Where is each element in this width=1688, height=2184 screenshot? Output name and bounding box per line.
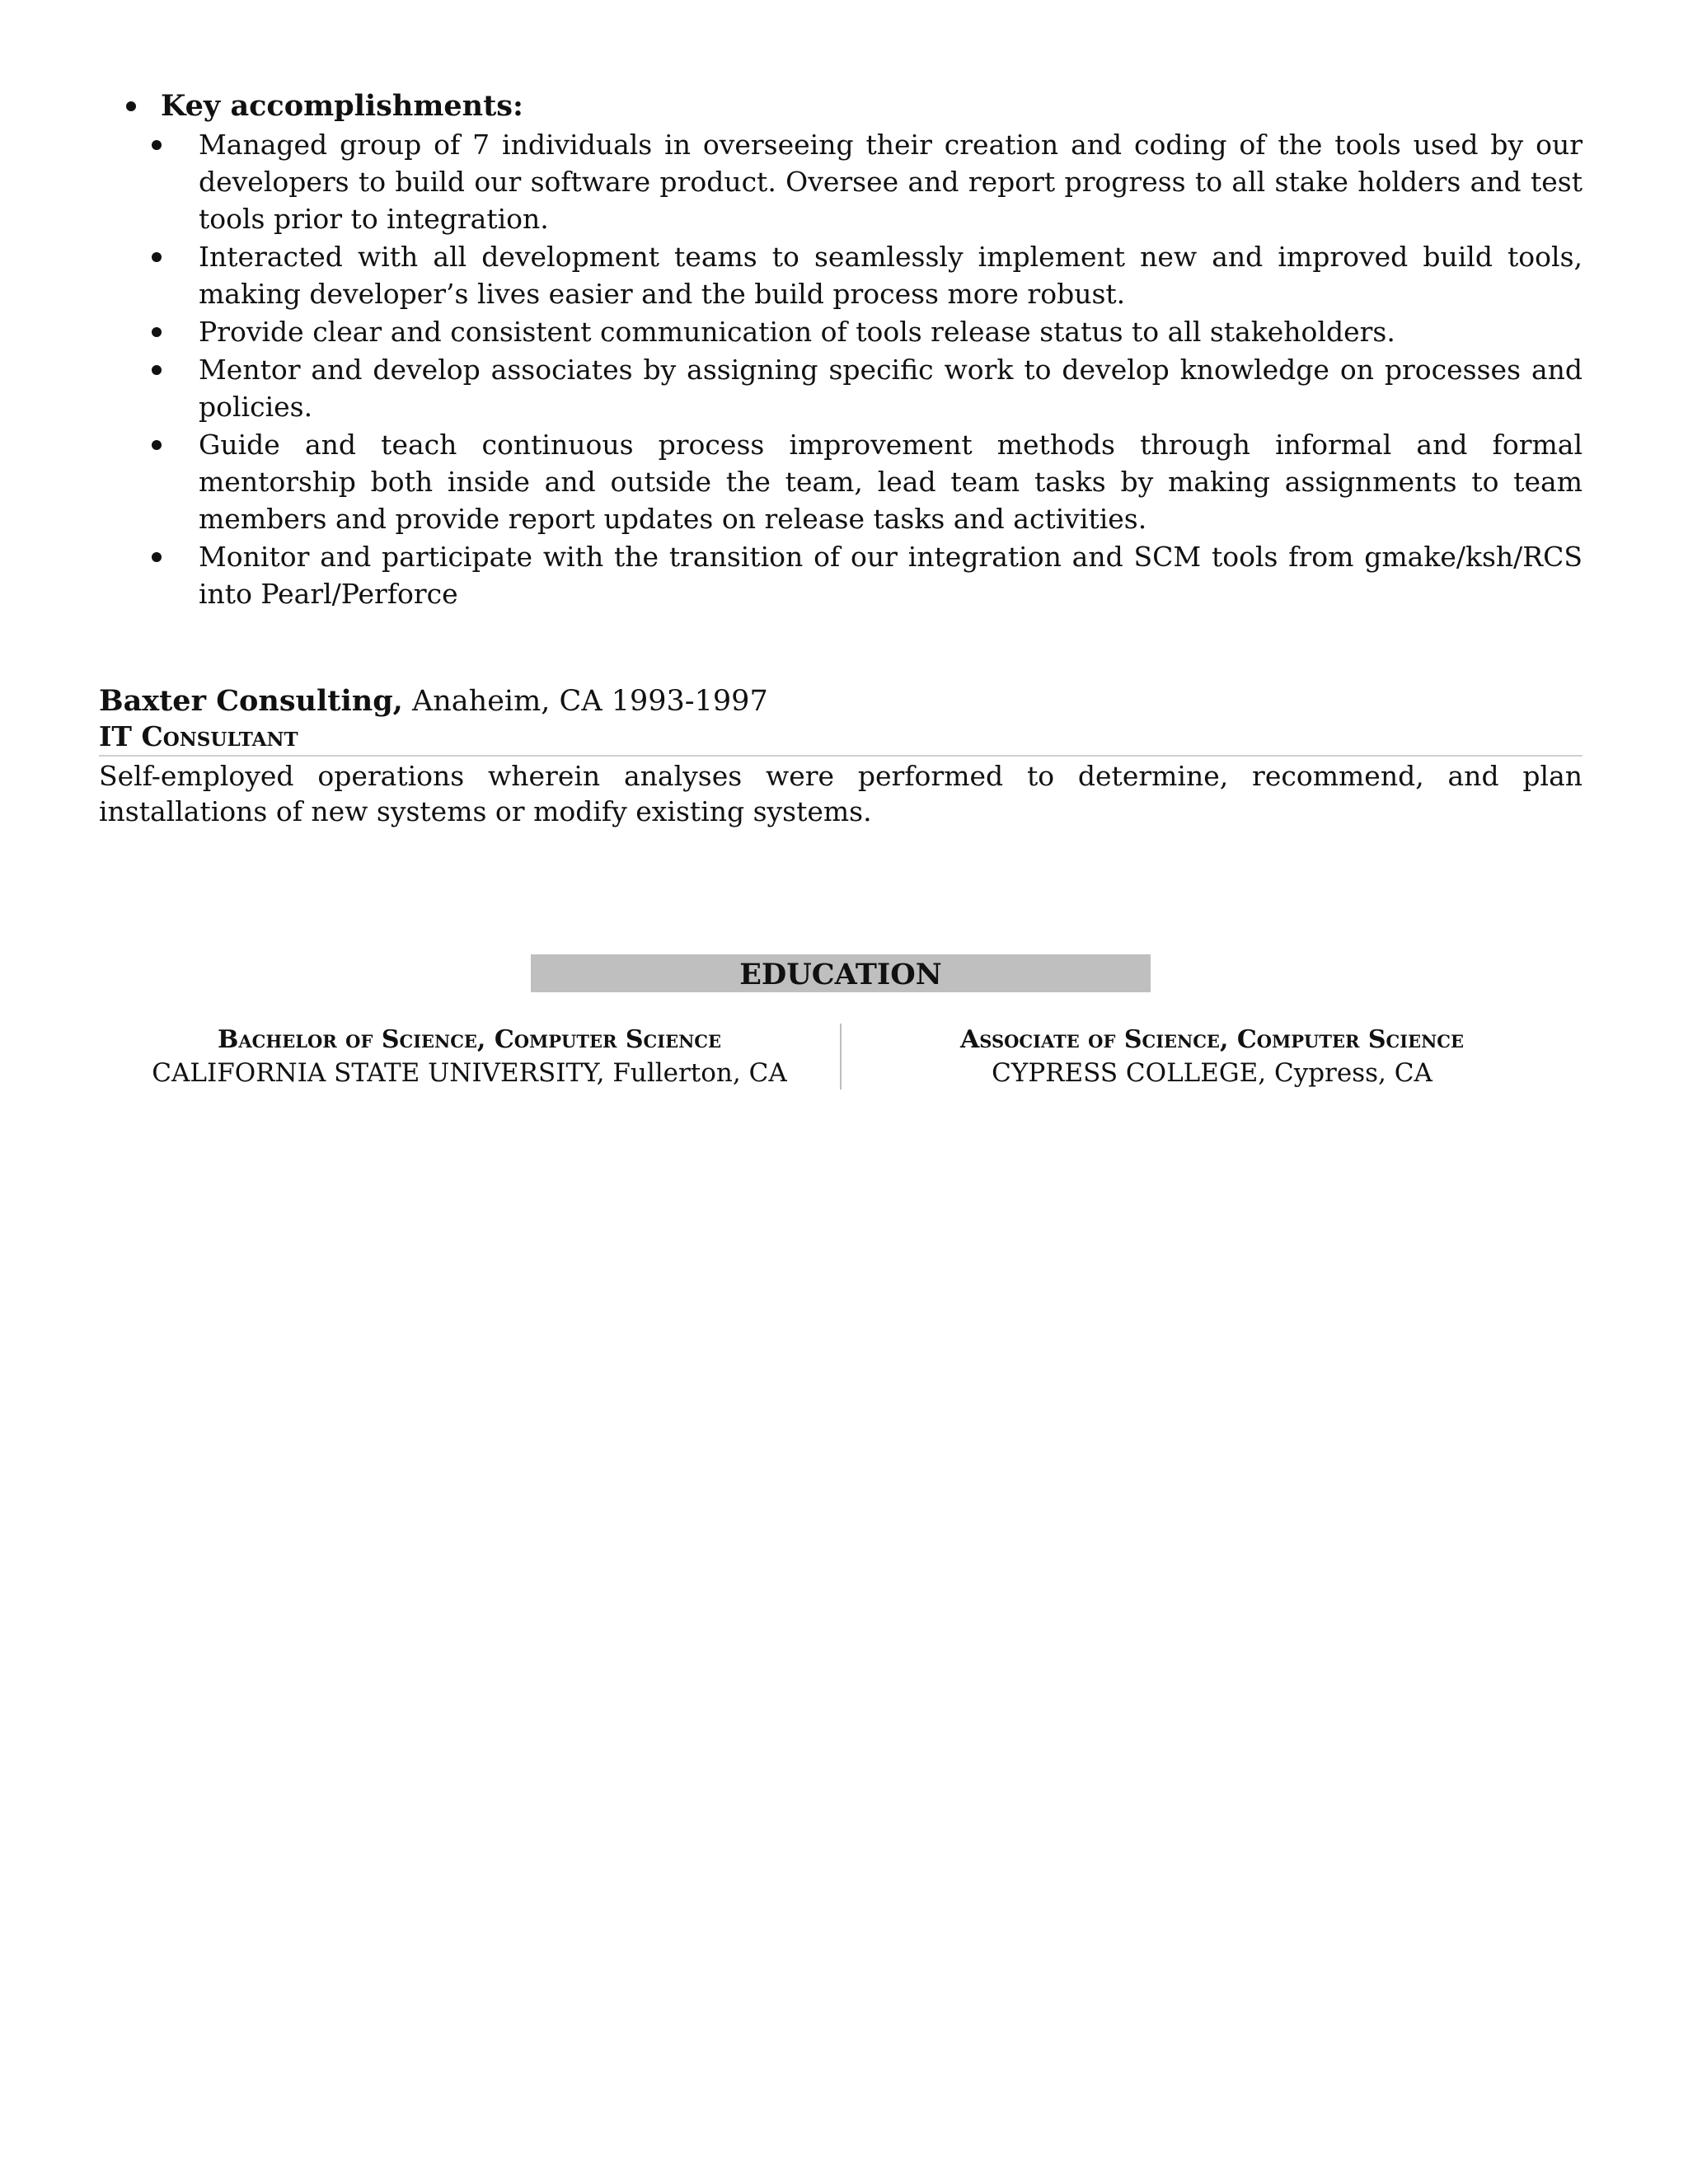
job-title: IT Consultant — [99, 720, 298, 752]
school-name: CYPRESS COLLEGE, Cypress, CA — [992, 1058, 1432, 1088]
bullet-icon — [152, 440, 162, 450]
list-item-text: Mentor and develop associates by assigning specific work to develop knowledge on processes and policies. — [199, 354, 1582, 423]
list-item — [99, 313, 1582, 350]
job-header — [99, 682, 1582, 720]
education-heading: EDUCATION — [531, 954, 1151, 992]
school-name: CALIFORNIA STATE UNIVERSITY, Fullerton, CA — [152, 1058, 787, 1088]
key-accomplishments-heading — [161, 87, 1582, 126]
list-item-text: Provide clear and consistent communication of tools release status to all stakeholders. — [199, 316, 1395, 348]
list-item-text: Guide and teach continuous process improvement methods through informal and formal mentorship both inside and outside the team, lead team tasks by making assignments to team members and provide report updates on release tasks and activities. — [199, 429, 1582, 535]
degree-title: Bachelor of Science, Computer Science — [218, 1025, 721, 1054]
bullet-icon — [152, 140, 162, 150]
list-item-text: Monitor and participate with the transition of our integration and SCM tools from gmake/ksh/RCS into Pearl/Perforce — [199, 541, 1582, 610]
list-item-text: Managed group of 7 individuals in overseeing their creation and coding of the tools used by our developers to build our software product. Oversee and report progress to all stake holders and test tools prior to integration. — [199, 129, 1582, 235]
list-item — [99, 126, 1582, 237]
resume-page — [99, 87, 1582, 1090]
bullet-icon — [152, 327, 162, 337]
education-entry — [842, 1024, 1582, 1090]
list-item — [99, 351, 1582, 425]
list-item — [99, 238, 1582, 312]
company-name: Baxter Consulting, — [99, 684, 403, 718]
list-item — [99, 538, 1582, 612]
list-item-text: Interacted with all development teams to seamlessly implement new and improved build tools, making developer’s lives easier and the build process more robust. — [199, 241, 1582, 310]
job-description: Self-employed operations wherein analyses were performed to determine, recommend, and plan installations of new systems or modify existing systems. — [99, 760, 1582, 827]
bullet-icon — [152, 252, 162, 262]
bullet-icon — [126, 101, 136, 111]
bullet-icon — [152, 552, 162, 562]
degree-title: Associate of Science, Computer Science — [959, 1025, 1465, 1054]
education-entry — [99, 1024, 840, 1090]
education-row — [99, 1024, 1582, 1090]
list-item — [99, 426, 1582, 537]
job-divider — [99, 755, 1582, 757]
bullet-icon — [152, 365, 162, 375]
job-location-dates: Anaheim, CA 1993-1997 — [402, 685, 768, 718]
job-entry — [99, 682, 1582, 829]
key-accomplishments-list — [99, 126, 1582, 612]
key-accomplishments-heading-text: Key accomplishments: — [161, 89, 523, 123]
